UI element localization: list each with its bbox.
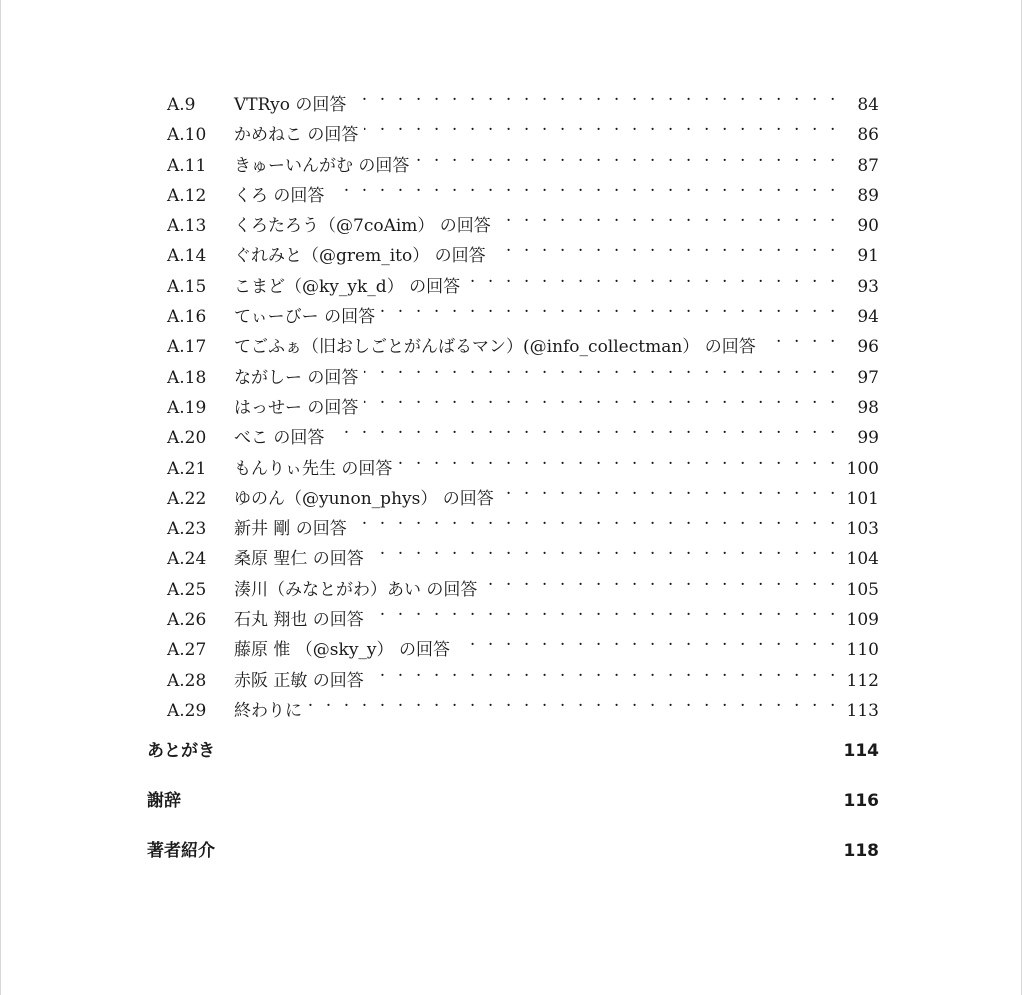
- toc-leader-dots: [364, 110, 839, 140]
- toc-leader-dots: [370, 534, 839, 564]
- toc-entry-page: 96: [857, 337, 879, 358]
- toc-leader-dots: [497, 201, 839, 231]
- toc-entry-title: ゆのん（@yunon_phys） の回答: [234, 488, 494, 509]
- toc-entry-number: A.25: [167, 579, 207, 600]
- toc-leader-dots: [500, 474, 839, 504]
- toc-entry-title: 藤原 惟 （@sky_y） の回答: [234, 640, 450, 661]
- toc-entry-page: 93: [857, 276, 879, 297]
- toc-entry-number: A.11: [167, 155, 207, 176]
- toc-entry-page: 87: [857, 155, 879, 176]
- toc-entry-title: かめねこ の回答: [234, 125, 359, 146]
- toc-entry-page: 94: [857, 307, 879, 328]
- toc-entry-number: A.21: [167, 458, 207, 479]
- toc-leader-dots: [330, 413, 839, 443]
- chapter-title: 謝辞: [147, 791, 181, 811]
- toc-entry-number: A.20: [167, 428, 207, 449]
- toc-entry-page: 103: [846, 519, 879, 540]
- toc-leader-dots: [370, 656, 839, 686]
- toc-entry-title: 赤阪 正敏 の回答: [234, 670, 364, 691]
- toc-entry-title: はっせー の回答: [234, 397, 359, 418]
- toc-entry-number: A.14: [167, 246, 207, 267]
- toc-entry-title: もんりぃ先生 の回答: [234, 458, 393, 479]
- toc-entry-page: 105: [846, 579, 879, 600]
- chapter-page: 116: [843, 791, 879, 811]
- toc-entry-page: 109: [846, 610, 879, 631]
- toc-entry-title: ながしー の回答: [234, 367, 359, 388]
- toc-entry-page: 99: [857, 428, 879, 449]
- chapter-title: あとがき: [147, 741, 215, 761]
- toc-leader-dots: [398, 444, 839, 474]
- toc-entry-title: 新井 剛 の回答: [234, 519, 347, 540]
- toc-entry-number: A.17: [167, 337, 207, 358]
- toc-entry-number: A.28: [167, 670, 207, 691]
- toc-entry-page: 98: [857, 397, 879, 418]
- toc-leader-dots: [483, 565, 839, 595]
- toc-entry-title: VTRyo の回答: [234, 95, 347, 115]
- toc-entry-title: 終わりに: [234, 700, 302, 721]
- toc-entry-page: 84: [857, 95, 879, 115]
- toc-leader-dots: [352, 80, 839, 110]
- toc-leader-dots: [492, 231, 839, 261]
- toc-leader-dots: [762, 322, 839, 352]
- toc-entry-page: 90: [857, 216, 879, 237]
- chapter-title: 著者紹介: [147, 841, 215, 861]
- toc-entry-title: 桑原 聖仁 の回答: [234, 549, 364, 570]
- toc-entry-number: A.18: [167, 367, 207, 388]
- chapter-page: 114: [843, 741, 879, 761]
- toc-entry-number: A.24: [167, 549, 207, 570]
- toc-leader-dots: [415, 141, 839, 171]
- toc-entry-number: A.23: [167, 519, 207, 540]
- toc-chapter-authors[interactable]: [147, 836, 879, 886]
- toc-entry-title: べこ の回答: [234, 428, 325, 449]
- toc-entry-page: 100: [846, 458, 879, 479]
- toc-leader-dots: [364, 353, 839, 383]
- toc-entry-page: 110: [846, 640, 879, 661]
- toc-entry-number: A.27: [167, 640, 207, 661]
- toc-entry-title: ぐれみと（@grem_ito） の回答: [234, 246, 486, 267]
- toc-leader-dots: [330, 171, 839, 201]
- toc-entry-page: 89: [857, 185, 879, 206]
- toc-entry-number: A.10: [167, 125, 207, 146]
- toc-leader-dots: [466, 262, 839, 292]
- toc-entry-number: A.16: [167, 307, 207, 328]
- toc-leader-dots: [456, 625, 839, 655]
- toc-entry[interactable]: [167, 80, 879, 115]
- chapter-page: 118: [843, 841, 879, 861]
- toc-entry-title: 石丸 翔也 の回答: [234, 610, 364, 631]
- toc-entry-page: 86: [857, 125, 879, 146]
- toc-entry-page: 97: [857, 367, 879, 388]
- toc-entry-number: A.19: [167, 397, 207, 418]
- toc-appendix-list: [167, 80, 879, 721]
- toc-entry-page: 91: [857, 246, 879, 267]
- toc-chapter-afterword[interactable]: [147, 736, 879, 786]
- toc-entry-title: くろたろう（@7coAim） の回答: [234, 216, 491, 237]
- toc-entry-title: 湊川（みなとがわ）あい の回答: [234, 579, 478, 600]
- toc-entry-title: てぃーびー の回答: [234, 307, 376, 328]
- toc-entry-number: A.15: [167, 276, 207, 297]
- toc-leader-dots: [370, 595, 839, 625]
- toc-chapter-acknowledgements[interactable]: [147, 786, 879, 836]
- toc-leader-dots: [364, 383, 839, 413]
- toc-leader-dots: [381, 292, 839, 322]
- toc-entry-page: 113: [846, 700, 879, 721]
- toc-entry-title: くろ の回答: [234, 185, 325, 206]
- toc-entry-page: 112: [846, 670, 879, 691]
- toc-leader-dots: [353, 504, 839, 534]
- toc-entry-number: A.9: [167, 95, 196, 115]
- toc-entry-number: A.22: [167, 488, 207, 509]
- toc-entry-page: 101: [846, 488, 879, 509]
- toc-leader-dots: [308, 686, 839, 716]
- toc-entry-title: こまど（@ky_yk_d） の回答: [234, 276, 461, 297]
- toc-chapter-list: [147, 736, 879, 886]
- toc-entry-title: きゅーいんがむ の回答: [234, 155, 410, 176]
- toc-entry-number: A.29: [167, 700, 207, 721]
- toc-entry-number: A.13: [167, 216, 207, 237]
- toc-entry-number: A.26: [167, 610, 207, 631]
- toc-entry-number: A.12: [167, 185, 207, 206]
- toc-entry-page: 104: [846, 549, 879, 570]
- toc-entry-title: てごふぁ（旧おしごとがんばるマン）(@info_collectman） の回答: [234, 337, 756, 358]
